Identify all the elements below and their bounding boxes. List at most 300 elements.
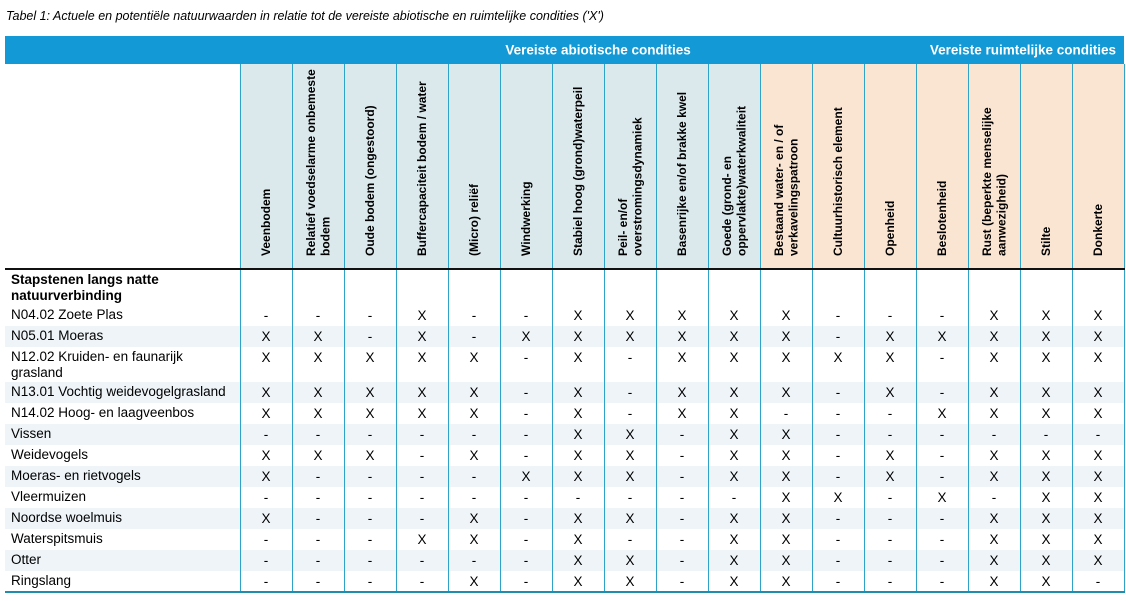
- table-cell: X: [604, 466, 656, 487]
- table-cell: X: [916, 326, 968, 347]
- table-cell: X: [812, 487, 864, 508]
- column-header-5: [500, 64, 552, 269]
- table-cell: X: [448, 347, 500, 382]
- column-header-label: Stabiel hoog (grond)waterpeil: [570, 86, 585, 256]
- table-cell: X: [552, 382, 604, 403]
- column-header-row: [5, 64, 1124, 269]
- section-empty-cell: [292, 269, 344, 305]
- table-cell: X: [604, 508, 656, 529]
- table-cell: -: [240, 305, 292, 326]
- table-cell: -: [396, 424, 448, 445]
- table-cell: X: [760, 571, 812, 592]
- table-cell: -: [344, 487, 396, 508]
- table-cell: -: [292, 424, 344, 445]
- table-cell: -: [344, 466, 396, 487]
- section-empty-cell: [344, 269, 396, 305]
- table-cell: X: [552, 305, 604, 326]
- conditions-table: [5, 36, 1125, 593]
- table-cell: X: [344, 347, 396, 382]
- table-cell: -: [240, 529, 292, 550]
- table-cell: -: [396, 508, 448, 529]
- table-cell: -: [500, 403, 552, 424]
- table-cell: X: [1072, 326, 1124, 347]
- table-cell: X: [864, 326, 916, 347]
- table-cell: -: [604, 403, 656, 424]
- table-cell: -: [656, 550, 708, 571]
- table-cell: -: [292, 508, 344, 529]
- column-header-label: Relatief voedselarme onbemeste bodem: [303, 69, 332, 256]
- column-header-label: Rust (beperkte menselijke aanwezigheid): [979, 107, 1008, 256]
- table-cell: X: [448, 445, 500, 466]
- row-label: N14.02 Hoog- en laagveenbos: [11, 405, 195, 420]
- table-cell: X: [760, 487, 812, 508]
- table-cell: X: [760, 382, 812, 403]
- table-cell: -: [448, 326, 500, 347]
- table-cell: -: [292, 571, 344, 592]
- column-header-4: [448, 64, 500, 269]
- table-cell: X: [916, 403, 968, 424]
- row-label: N13.01 Vochtig weidevogelgrasland: [5, 382, 240, 403]
- group-header-bar: [5, 36, 1124, 64]
- table-cell: -: [916, 529, 968, 550]
- column-header-label: Bestaand water- en / of verkavelingspatroon: [771, 124, 800, 256]
- column-header-7: [604, 64, 656, 269]
- table-cell: -: [968, 487, 1020, 508]
- table-cell: -: [916, 571, 968, 592]
- table-cell: X: [708, 445, 760, 466]
- table-cell: -: [344, 424, 396, 445]
- table-cell: -: [604, 487, 656, 508]
- table-cell: -: [864, 550, 916, 571]
- table-cell: -: [344, 326, 396, 347]
- table-cell: -: [500, 571, 552, 592]
- table-cell: X: [864, 445, 916, 466]
- table-row: [5, 466, 1124, 487]
- table-cell: -: [500, 305, 552, 326]
- table-cell: X: [708, 403, 760, 424]
- column-header-label: Stilte: [1038, 226, 1053, 256]
- table-cell: -: [656, 529, 708, 550]
- table-cell: X: [656, 403, 708, 424]
- table-cell: -: [1072, 571, 1124, 592]
- table-cell: -: [812, 571, 864, 592]
- table-cell: X: [604, 445, 656, 466]
- table-cell: X: [968, 508, 1020, 529]
- column-header-label: Oude bodem (ongestoord): [362, 105, 377, 256]
- table-cell: X: [656, 382, 708, 403]
- table-cell: -: [396, 466, 448, 487]
- row-label: Moeras- en rietvogels: [5, 466, 240, 487]
- table-cell: X: [1020, 403, 1072, 424]
- table-cell: X: [760, 508, 812, 529]
- column-header-label: Veenbodem: [258, 188, 273, 256]
- table-cell: X: [708, 529, 760, 550]
- table-row: [5, 445, 1124, 466]
- table-cell: -: [916, 508, 968, 529]
- table-cell: X: [1020, 571, 1072, 592]
- column-header-9: [708, 64, 760, 269]
- row-label: N04.02 Zoete Plas: [11, 307, 123, 322]
- row-label: Noordse woelmuis: [5, 508, 240, 529]
- row-label: N05.01 Moeras: [5, 326, 240, 347]
- table-cell: X: [604, 571, 656, 592]
- column-header-15: [1020, 64, 1072, 269]
- table-cell: -: [1020, 424, 1072, 445]
- abiotic-group-label: Vereiste abiotische condities: [505, 42, 691, 58]
- table-cell: X: [708, 326, 760, 347]
- table-cell: X: [292, 326, 344, 347]
- column-header-14: [968, 64, 1020, 269]
- section-empty-cell: [864, 269, 916, 305]
- table-cell: X: [552, 445, 604, 466]
- section-empty-cell: [760, 269, 812, 305]
- section-empty-cell: [656, 269, 708, 305]
- table-row: [5, 508, 1124, 529]
- table-cell: X: [968, 326, 1020, 347]
- table-cell: X: [552, 550, 604, 571]
- table-cell: X: [240, 508, 292, 529]
- table-cell: X: [552, 326, 604, 347]
- table-cell: -: [552, 487, 604, 508]
- table-cell: X: [1072, 445, 1124, 466]
- table-cell: -: [864, 487, 916, 508]
- table-cell: X: [292, 382, 344, 403]
- table-cell: X: [968, 550, 1020, 571]
- section-empty-cell: [396, 269, 448, 305]
- table-cell: -: [448, 487, 500, 508]
- table-cell: X: [1072, 347, 1124, 382]
- table-cell: X: [344, 382, 396, 403]
- table-cell: X: [1020, 305, 1072, 326]
- table-cell: X: [1020, 508, 1072, 529]
- table-cell: -: [240, 424, 292, 445]
- table-cell: -: [656, 424, 708, 445]
- table-cell: -: [812, 326, 864, 347]
- table-cell: X: [552, 571, 604, 592]
- table-cell: X: [708, 424, 760, 445]
- group-header-bar-cell: [5, 36, 1124, 64]
- table-cell: -: [396, 571, 448, 592]
- group-header-row: [5, 36, 1124, 64]
- conditions-table-body: [5, 36, 1124, 592]
- table-cell: -: [916, 382, 968, 403]
- table-cell: -: [448, 550, 500, 571]
- table-cell: -: [292, 487, 344, 508]
- table-cell: -: [344, 305, 396, 326]
- table-cell: -: [812, 403, 864, 424]
- table-cell: X: [1020, 347, 1072, 382]
- table-cell: -: [812, 466, 864, 487]
- table-cell: X: [656, 347, 708, 382]
- section-empty-cell: [708, 269, 760, 305]
- table-cell: X: [448, 382, 500, 403]
- table-cell: X: [500, 326, 552, 347]
- table-row: [5, 424, 1124, 445]
- table-cell: -: [344, 508, 396, 529]
- table-cell: X: [552, 347, 604, 382]
- table-cell: -: [708, 487, 760, 508]
- row-label: Weidevogels: [11, 447, 89, 462]
- column-header-label: Openheid: [882, 200, 897, 256]
- table-cell: -: [500, 508, 552, 529]
- table-row: [5, 529, 1124, 550]
- table-row: [5, 305, 1124, 326]
- table-row: [5, 326, 1124, 347]
- table-cell: X: [1072, 466, 1124, 487]
- column-header-label: Goede (grond- en oppervlakte)waterkwaliteit: [719, 105, 748, 256]
- table-cell: X: [1020, 550, 1072, 571]
- table-cell: X: [708, 550, 760, 571]
- table-cell: -: [448, 305, 500, 326]
- table-cell: -: [864, 571, 916, 592]
- table-cell: X: [552, 508, 604, 529]
- table-cell: X: [812, 347, 864, 382]
- table-cell: X: [396, 529, 448, 550]
- table-row: [5, 403, 1124, 424]
- table-cell: -: [292, 466, 344, 487]
- table-cell: -: [968, 424, 1020, 445]
- table-cell: X: [240, 326, 292, 347]
- table-cell: X: [552, 466, 604, 487]
- table-cell: -: [500, 445, 552, 466]
- table-cell: X: [708, 571, 760, 592]
- table-cell: -: [812, 508, 864, 529]
- table-cell: X: [760, 550, 812, 571]
- table-cell: X: [1020, 326, 1072, 347]
- table-cell: -: [396, 550, 448, 571]
- section-empty-cell: [1020, 269, 1072, 305]
- section-empty-cell: [240, 269, 292, 305]
- section-empty-cell: [552, 269, 604, 305]
- row-label: Vissen: [5, 424, 240, 445]
- table-cell: -: [812, 382, 864, 403]
- section-empty-cell: [604, 269, 656, 305]
- row-label: Ringslang: [5, 571, 240, 592]
- table-cell: X: [968, 347, 1020, 382]
- column-header-label: Donkerte: [1090, 203, 1105, 256]
- table-cell: X: [968, 571, 1020, 592]
- table-cell: X: [292, 445, 344, 466]
- section-empty-cell: [448, 269, 500, 305]
- table-cell: X: [968, 403, 1020, 424]
- table-cell: X: [708, 305, 760, 326]
- table-row: [5, 347, 1124, 382]
- table-cell: -: [760, 403, 812, 424]
- section-empty-cell: [500, 269, 552, 305]
- column-header-1: [292, 64, 344, 269]
- table-cell: -: [864, 403, 916, 424]
- table-cell: X: [1072, 508, 1124, 529]
- table-cell: X: [760, 424, 812, 445]
- section-empty-cell: [916, 269, 968, 305]
- column-header-10: [760, 64, 812, 269]
- table-cell: X: [1072, 550, 1124, 571]
- column-header-label: Peil- en/of overstromingsdynamiek: [615, 117, 644, 256]
- table-cell: -: [500, 424, 552, 445]
- table-cell: -: [448, 424, 500, 445]
- table-cell: X: [708, 466, 760, 487]
- table-cell: X: [396, 347, 448, 382]
- table-cell: X: [448, 571, 500, 592]
- column-header-16: [1072, 64, 1124, 269]
- section-header-row: [5, 269, 1124, 305]
- section-empty-cell: [812, 269, 864, 305]
- table-cell: -: [812, 305, 864, 326]
- section-header-label: Stapstenen langs natte natuurverbinding: [5, 269, 240, 305]
- table-cell: -: [292, 305, 344, 326]
- table-cell: -: [1072, 424, 1124, 445]
- table-caption: Tabel 1: Actuele en potentiële natuurwaarden in relatie tot de vereiste abiotische en ruimtelijke condities ('X'): [6, 9, 604, 23]
- table-cell: -: [500, 382, 552, 403]
- table-cell: -: [916, 305, 968, 326]
- table-cell: -: [500, 487, 552, 508]
- table-cell: X: [968, 466, 1020, 487]
- table-cell: -: [656, 508, 708, 529]
- table-cell: -: [656, 487, 708, 508]
- table-cell: X: [1020, 466, 1072, 487]
- table-cell: -: [916, 424, 968, 445]
- table-cell: X: [240, 347, 292, 382]
- row-label: Otter: [5, 550, 240, 571]
- table-cell: -: [812, 445, 864, 466]
- table-cell: X: [240, 382, 292, 403]
- table-cell: X: [448, 529, 500, 550]
- table-cell: -: [604, 529, 656, 550]
- table-cell: X: [760, 305, 812, 326]
- table-cell: X: [708, 382, 760, 403]
- table-cell: -: [656, 466, 708, 487]
- table-cell: X: [552, 424, 604, 445]
- table-cell: X: [708, 508, 760, 529]
- table-cell: X: [292, 347, 344, 382]
- section-empty-cell: [968, 269, 1020, 305]
- table-cell: -: [916, 550, 968, 571]
- table-cell: X: [500, 466, 552, 487]
- table-cell: X: [552, 403, 604, 424]
- table-cell: -: [864, 508, 916, 529]
- table-cell: -: [812, 550, 864, 571]
- table-cell: -: [344, 529, 396, 550]
- table-cell: X: [396, 382, 448, 403]
- table-cell: -: [916, 466, 968, 487]
- column-header-11: [812, 64, 864, 269]
- table-cell: X: [864, 466, 916, 487]
- table-cell: -: [344, 550, 396, 571]
- table-cell: -: [916, 347, 968, 382]
- table-cell: -: [396, 445, 448, 466]
- table-cell: -: [656, 571, 708, 592]
- table-cell: -: [864, 424, 916, 445]
- table-row: [5, 487, 1124, 508]
- table-cell: X: [604, 424, 656, 445]
- table-cell: -: [344, 571, 396, 592]
- table-cell: -: [292, 550, 344, 571]
- table-cell: X: [760, 529, 812, 550]
- table-cell: -: [292, 529, 344, 550]
- table-cell: X: [916, 487, 968, 508]
- table-cell: X: [240, 466, 292, 487]
- table-cell: X: [344, 445, 396, 466]
- column-header-12: [864, 64, 916, 269]
- table-cell: X: [1072, 305, 1124, 326]
- table-cell: X: [396, 403, 448, 424]
- table-cell: X: [448, 403, 500, 424]
- table-cell: X: [292, 403, 344, 424]
- table-cell: X: [1020, 529, 1072, 550]
- table-cell: X: [396, 326, 448, 347]
- table-cell: X: [240, 445, 292, 466]
- table-cell: X: [448, 508, 500, 529]
- table-cell: X: [604, 305, 656, 326]
- table-cell: X: [760, 445, 812, 466]
- table-cell: X: [708, 347, 760, 382]
- table-cell: -: [396, 487, 448, 508]
- table-cell: -: [656, 445, 708, 466]
- row-label: Vleermuizen: [11, 489, 87, 504]
- table-cell: -: [604, 382, 656, 403]
- table-cell: X: [1020, 382, 1072, 403]
- table-cell: X: [396, 305, 448, 326]
- table-cell: -: [240, 487, 292, 508]
- table-cell: X: [760, 347, 812, 382]
- table-cell: X: [656, 326, 708, 347]
- table-cell: -: [864, 529, 916, 550]
- table-cell: X: [968, 382, 1020, 403]
- table-row: [5, 382, 1124, 403]
- table-cell: X: [1072, 487, 1124, 508]
- table-cell: -: [500, 347, 552, 382]
- table-row: [5, 571, 1124, 592]
- column-header-label: Basenrijke en/of brakke kwel: [674, 91, 689, 256]
- column-header-13: [916, 64, 968, 269]
- table-cell: X: [760, 466, 812, 487]
- corner-cell: [5, 64, 240, 269]
- row-label: Waterspitsmuis: [11, 531, 103, 546]
- table-cell: X: [344, 403, 396, 424]
- table-cell: -: [240, 550, 292, 571]
- column-header-2: [344, 64, 396, 269]
- column-header-label: Windwerking: [518, 181, 533, 256]
- column-header-8: [656, 64, 708, 269]
- section-empty-cell: [1072, 269, 1124, 305]
- table-cell: X: [240, 403, 292, 424]
- table-cell: X: [1072, 403, 1124, 424]
- spatial-group-label: Vereiste ruimtelijke condities: [929, 42, 1116, 58]
- column-header-label: (Micro) reliëf: [466, 183, 481, 256]
- column-header-6: [552, 64, 604, 269]
- column-header-0: [240, 64, 292, 269]
- table-cell: X: [1072, 382, 1124, 403]
- table-cell: -: [812, 424, 864, 445]
- table-cell: X: [552, 529, 604, 550]
- table-cell: X: [1072, 529, 1124, 550]
- column-header-3: [396, 64, 448, 269]
- table-cell: -: [448, 466, 500, 487]
- column-header-label: Beslotenheid: [934, 180, 949, 256]
- row-label: N12.02 Kruiden- en faunarijk grasland: [11, 349, 183, 380]
- column-header-label: Cultuurhistorisch element: [830, 107, 845, 256]
- table-cell: -: [864, 305, 916, 326]
- table-cell: X: [604, 326, 656, 347]
- table-cell: X: [1020, 487, 1072, 508]
- table-cell: -: [812, 529, 864, 550]
- table-cell: -: [604, 347, 656, 382]
- table-cell: -: [500, 550, 552, 571]
- table-cell: X: [1020, 445, 1072, 466]
- table-cell: X: [968, 305, 1020, 326]
- table-cell: X: [604, 550, 656, 571]
- table-cell: -: [500, 529, 552, 550]
